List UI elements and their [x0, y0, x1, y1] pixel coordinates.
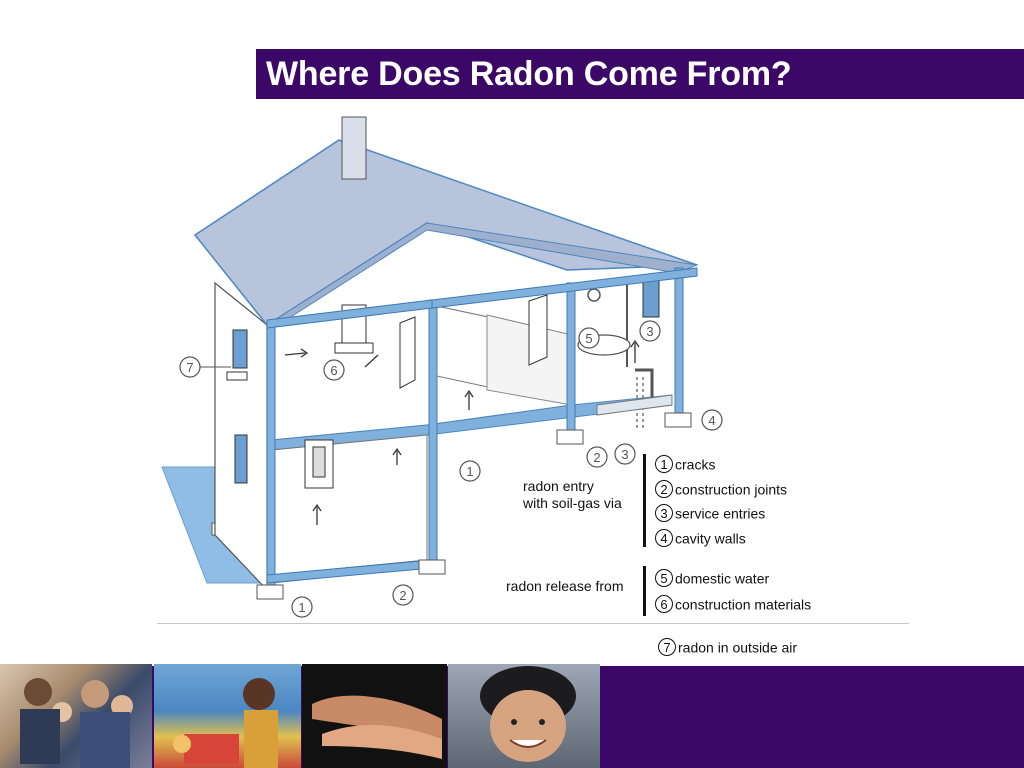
house-illustration [157, 105, 909, 623]
legend-number: 3 [655, 504, 673, 522]
svg-text:3: 3 [646, 324, 654, 339]
legend-label: construction materials [675, 596, 812, 613]
smiling-child-photo [448, 664, 600, 768]
legend-label: construction joints [675, 481, 788, 498]
legend-number: 4 [655, 529, 673, 547]
legend-number: 1 [655, 455, 673, 473]
upper-door-right [529, 295, 547, 365]
callout-5 [579, 328, 599, 348]
window-sill [227, 372, 247, 380]
front-right-post [567, 283, 575, 435]
legend-number: 5 [655, 569, 673, 587]
svg-text:1: 1 [298, 600, 306, 615]
front-center-post [429, 300, 437, 570]
entry-caption-line2: with soil-gas via [523, 495, 622, 511]
legend-entry-2 [655, 480, 787, 498]
legend-entry-3 [655, 504, 765, 522]
hands-photo-art [302, 664, 447, 768]
smiling-child-art [448, 664, 600, 768]
title-bar [256, 49, 1024, 99]
legend-number: 6 [655, 595, 673, 613]
callout-1b [292, 597, 312, 617]
svg-text:7: 7 [186, 360, 194, 375]
family-photo-art [0, 664, 152, 768]
legend-number: 2 [655, 480, 673, 498]
legend-label: domestic water [675, 570, 770, 587]
release-caption: radon release from [506, 578, 624, 594]
legend-entry-1 [655, 455, 715, 473]
back-right-post [675, 268, 683, 418]
callout-3a [640, 321, 660, 341]
svg-text:2: 2 [593, 450, 601, 465]
footing [257, 585, 283, 599]
svg-text:4: 4 [708, 413, 716, 428]
upper-side-window [233, 330, 247, 368]
legend-release-5 [655, 569, 769, 587]
legend-label: service entries [675, 505, 766, 522]
front-left-post [267, 320, 275, 590]
release-bracket [643, 566, 646, 616]
legend-label: cracks [675, 456, 716, 473]
entry-caption [523, 478, 622, 512]
svg-text:1: 1 [466, 464, 474, 479]
svg-text:2: 2 [399, 588, 407, 603]
lower-floor-room [272, 435, 427, 575]
legend-release-6 [655, 595, 811, 613]
lower-side-window [235, 435, 247, 483]
radon-house-diagram [157, 105, 909, 624]
upper-door-left [400, 317, 415, 388]
page-title: Where Does Radon Come From? [266, 55, 792, 93]
callout-1a [460, 461, 480, 481]
svg-text:5: 5 [585, 331, 593, 346]
legend-entry-4 [655, 529, 746, 547]
family-reading-photo [0, 664, 152, 768]
child-photo-art [154, 664, 301, 768]
callout-3b [615, 444, 635, 464]
svg-text:6: 6 [330, 363, 338, 378]
child-playing-photo [154, 664, 301, 768]
callout-4 [702, 410, 722, 430]
entry-caption-line1: radon entry [523, 478, 594, 494]
callout-6 [324, 360, 344, 380]
chimney [342, 117, 366, 179]
hands-photo [302, 664, 447, 768]
legend-outside-7 [658, 638, 797, 656]
callout-2b [393, 585, 413, 605]
svg-text:3: 3 [621, 447, 629, 462]
legend-label: radon in outside air [678, 639, 798, 656]
callout-2a [587, 447, 607, 467]
legend-label: cavity walls [675, 530, 746, 547]
legend-number: 7 [658, 638, 676, 656]
entry-bracket [643, 454, 646, 547]
